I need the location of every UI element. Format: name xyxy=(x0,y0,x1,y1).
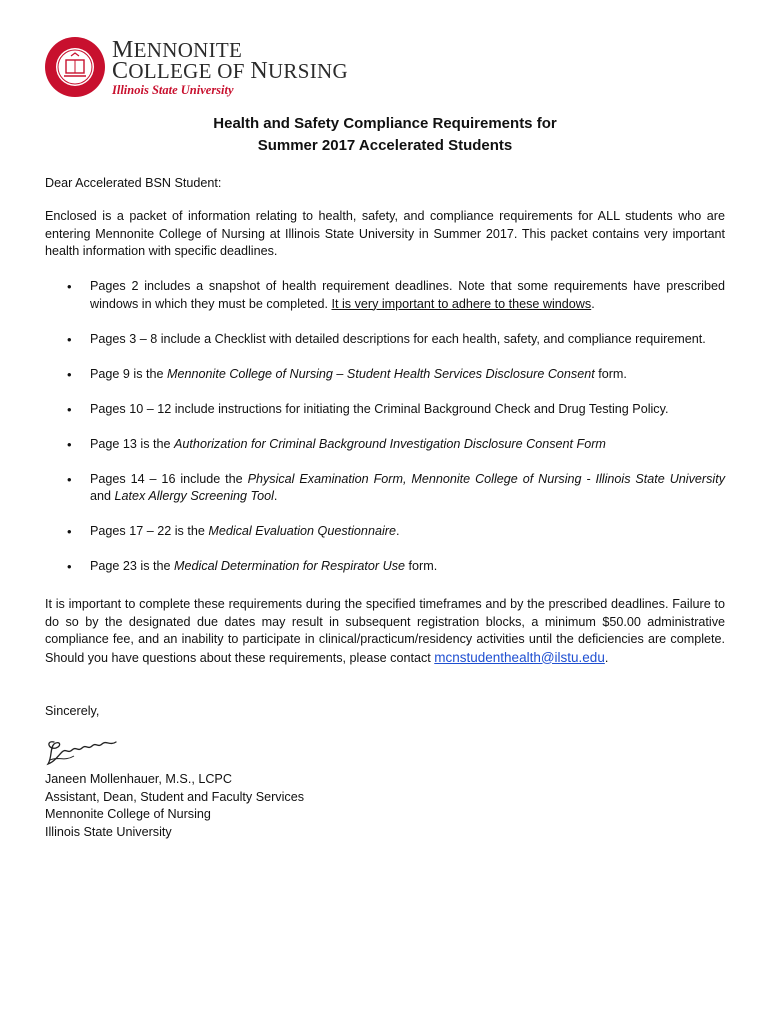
closing-paragraph: It is important to complete these requirements during the specified timeframes and by the prescribed deadlines. Failure to do so by the designated due dates may result in subsequent registration blocks, a minimum $50.00 administrative compliance fee, and an inability to participate in clinical/practicum/residency activities until the deficiencies are complete. Should you have questions about these requirements, please contact mcnstudenthealth@ilstu.edu. xyxy=(45,597,725,665)
handwritten-signature xyxy=(44,734,124,768)
signer-org: Mennonite College of Nursing xyxy=(45,807,211,821)
document-title: Health and Safety Compliance Requirements for Summer 2017 Accelerated Students xyxy=(213,115,557,154)
sign-off: Sincerely, xyxy=(45,704,100,718)
signer-university: Illinois State University xyxy=(45,824,172,839)
intro-paragraph: Enclosed is a packet of information relating to health, safety, and compliance requirements for ALL students who are entering Mennonite College of Nursing at Illinois State University in Summer 2017. This packet contains very important health information with specific deadlines. xyxy=(45,209,725,258)
list-item: • Page 23 is the Medical Determination for Respirator Use form. xyxy=(45,558,725,576)
salutation: Dear Accelerated BSN Student: xyxy=(45,176,222,190)
list-item: • Pages 14 – 16 include the Physical Examination Form, Mennonite College of Nursing - Illinois State University and Latex Allergy Screening Tool. xyxy=(45,471,725,506)
contact-email-link[interactable]: mcnstudenthealth@ilstu.edu xyxy=(434,649,605,665)
university-subtitle: Illinois State University xyxy=(112,83,234,97)
list-item: • Pages 17 – 22 is the Medical Evaluation Questionnaire. xyxy=(45,523,725,541)
letterhead xyxy=(44,36,404,100)
list-item: • Pages 10 – 12 include instructions for initiating the Criminal Background Check and Drug Testing Policy. xyxy=(45,401,725,419)
packet-contents-list xyxy=(45,278,725,576)
signer-name: Janeen Mollenhauer, M.S., LCPC xyxy=(45,772,232,786)
signer-title: Assistant, Dean, Student and Faculty Services xyxy=(45,789,305,804)
list-item: • Page 9 is the Mennonite College of Nursing – Student Health Services Disclosure Consent form. xyxy=(45,366,725,384)
signature-block xyxy=(45,771,725,841)
list-item: • Pages 2 includes a snapshot of health requirement deadlines. Note that some requirements have prescribed windows in which they must be completed. It is very important to adhere to these windows. xyxy=(45,278,725,313)
list-item: • Pages 3 – 8 include a Checklist with detailed descriptions for each health, safety, and compliance requirement. xyxy=(45,331,725,349)
college-wordmark: MENNONITE COLLEGE OF NURSING Illinois State University xyxy=(112,37,348,97)
list-item: • Page 13 is the Authorization for Criminal Background Investigation Disclosure Consent Form xyxy=(45,436,725,454)
university-seal-icon xyxy=(44,36,106,98)
